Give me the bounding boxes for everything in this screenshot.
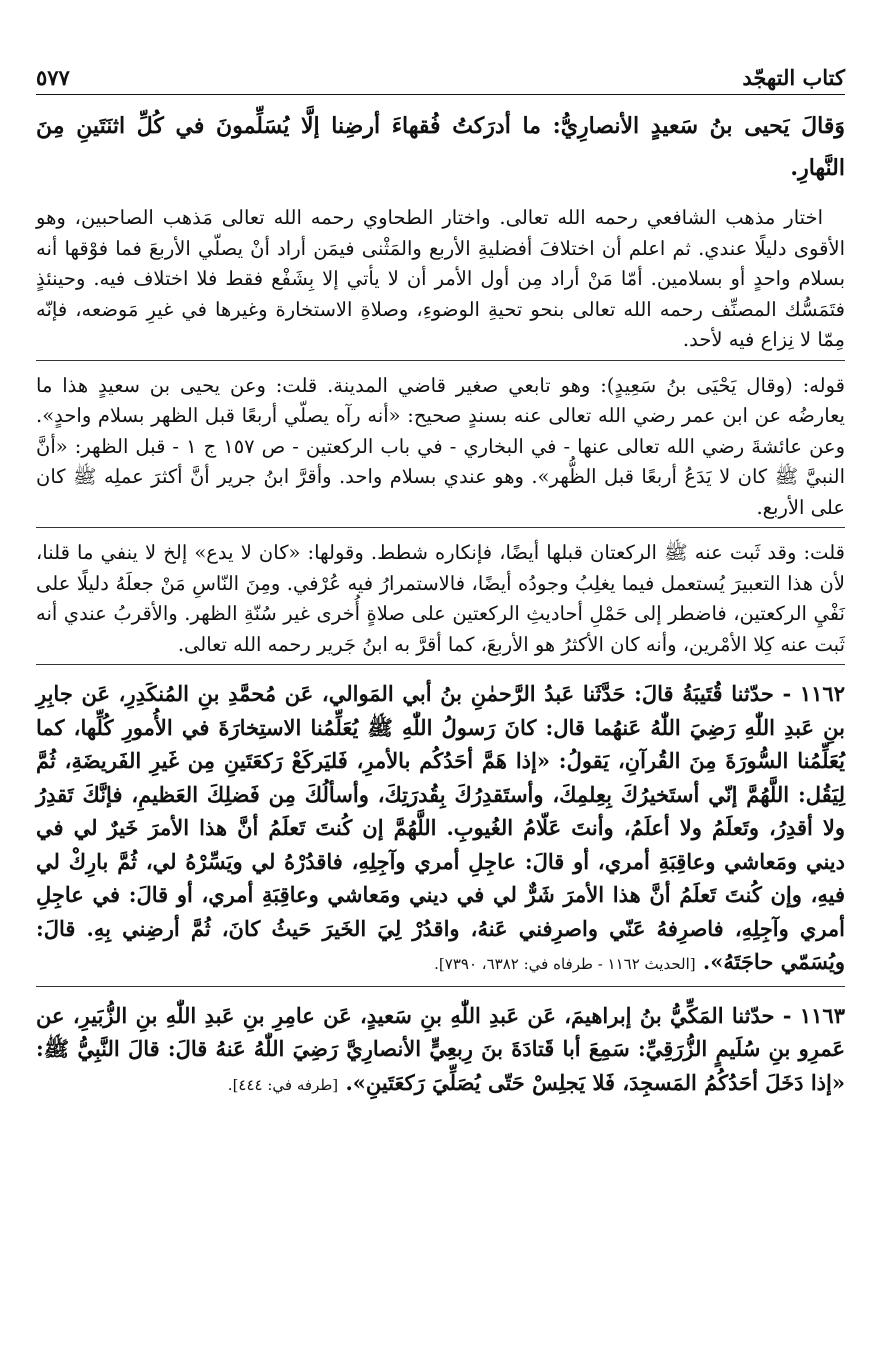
hadith-1163 [36, 999, 845, 1103]
hadith-text: ١١٦٢ - حدّثنا قُتَيبَةُ قالَ: حَدَّثَنا عَبدُ الرَّحمٰنِ بنُ أبي المَوالي، عَن مُحمَّدِ بنِ المُنكَدِرِ، عَن جابِرِ بنِ عَبدِ اللّٰهِ رَضِيَ اللّٰهُ عَنهُما قال: كانَ رَسولُ اللّٰهِ ﷺ يُعَلِّمُنا الاستِخارَةَ في الأُمورِ كُلِّها، كما يُعَلِّمُنا السُّورَةَ مِنَ القُرآنِ، يَقولُ: «إذا هَمَّ أحَدُكُم بالأمرِ، فَليَركَعْ رَكعَتَينِ مِن غَيرِ الفَريضَةِ، ثُمَّ لِيَقُل: اللَّهُمَّ إنّي أستَخيرُكَ بِعِلمِكَ، وأستَقدِرُكَ بِقُدرَتِكَ، وأسألُكَ مِن فَضلِكَ العَظيمِ، فإنَّكَ تَقدِرُ ولا أقدِرُ، وتَعلَمُ ولا أعلَمُ، وأنتَ عَلّامُ الغُيوبِ. اللَّهُمَّ إن كُنتَ تَعلَمُ أنَّ هذا الأمرَ خَيرٌ لي في ديني ومَعاشي وعاقِبَةِ أمري، أو قالَ: عاجِلِ أمري وآجِلِهِ، فاقدُرْهُ لي ويَسِّرْهُ لي، ثُمَّ بارِكْ لي فيهِ، وإن كُنتَ تَعلَمُ أنَّ هذا الأمرَ شَرٌّ لي في ديني ومَعاشي وعاقِبَةِ أمري، أو قالَ: في عاجِلِ أمري وآجِلِهِ، فاصرِفهُ عَنّي واصرِفني عَنهُ، واقدُرْ لِيَ الخَيرَ حَيثُ كانَ، ثُمَّ أرضِني بِهِ. قالَ: ويُسَمّي حاجَتَهُ». [36, 681, 845, 974]
hadith-reference: [الحديث ١١٦٢ - طرفاه في: ٦٣٨٢، ٧٣٩٠]. [434, 955, 696, 973]
hadith-1162 [36, 677, 845, 982]
running-title: كتاب التهجّد [742, 65, 845, 90]
chapter-quote: وَقالَ يَحيى بنُ سَعيدٍ الأنصارِيُّ: ما أدرَكتُ فُقهاءَ أرضِنا إلَّا يُسَلِّمونَ في كُلِّ اثنَتَينِ مِنَ النَّهارِ. [36, 113, 845, 181]
commentary-paragraph-1: اختار مذهب الشافعي رحمه الله تعالى. واختار الطحاوي رحمه الله تعالى مَذهب الصاحبين، وهو الأقوى دليلًا عندي. ثم اعلم أن اختلافَ أفضليةِ الأربع والمَثْنى فيمَن أراد أنْ يصلّي الأربعَ فما فوْقها أنه بسلام واحدٍ أو بسلامين. أمّا مَنْ أراد مِن أول الأمر أن لا يأتي إلا بِشَفْع فقط فلا اختلاف فيه. وحينئذٍ فتَمَسُّك المصنِّف رحمه الله تعالى بنحو تحيةِ الوضوءِ، وصلاةِ الاستخارة وغيرها في غيرِ مَوضعه، فإنّه مِمّا لا نِزاع فيه لأحد. [36, 206, 845, 351]
hadith-reference: [طرفه في: ٤٤٤]. [227, 1075, 339, 1094]
hadith-text: ١١٦٣ - حدّثنا المَكِّيُّ بنُ إبراهيمَ، عَن عَبدِ اللّٰهِ بنِ سَعيدٍ، عَن عامِرِ بنِ عَبدِ اللّٰهِ بنِ الزُّبَيرِ، عن عَمرِو بنِ سُلَيمٍ الزُّرَقِيِّ: سَمِعَ أبا قَتادَةَ بنَ رِبعِيٍّ الأنصارِيَّ رَضِيَ اللّٰهُ عَنهُ قالَ: قالَ النَّبِيُّ ﷺ: «إذا دَخَلَ أحَدُكُمُ المَسجِدَ، فَلا يَجلِسْ حَتّى يُصَلِّيَ رَكعَتَينِ». [36, 1002, 845, 1095]
page-header [36, 56, 845, 95]
commentary-paragraph-3: قلت: وقد ثَبت عنه ﷺ الركعتان قبلها أيضًا، فإنكاره شطط. وقولها: «كان لا يدع» إلخ لا ينفي ما قلنا، لأن هذا التعبيرَ يُستعمل فيما يغلِبُ وجودُه أيضًا، فالاستمرارُ فيه عُرْفي. ومِنَ النّاسِ مَنْ جعلَهُ دليلًا على نَفْيِ الركعتين، فاضطر إلى حَمْلِ أحاديثِ الركعتين على صلاةٍ أُخرى غير سُنّةِ الظهر. والأقربُ عندي أنه ثَبت عنه كِلا الأمْرين، وأنه كان الأكثرُ هو الأربعَ، كما أقرَّ به ابنُ جَرير رحمه الله تعالى. [36, 541, 845, 656]
divider [36, 527, 845, 528]
commentary-paragraph-2: قوله: (وقال يَحْيَى بنُ سَعِيدٍ): وهو تابعي صغير قاضي المدينة. قلت: وعن يحيى بن سعيدٍ هذا ما يعارضُه عن ابن عمر رضي الله تعالى عنه بسندٍ صحيح: «أنه رآه يصلّي أربعًا قبل الظهر بسلام واحدٍ». وعن عائشةَ رضي الله تعالى عنها - في البخاري - في باب الركعتين - ص ١٥٧ ج ١ - قبل الظهر: «أنَّ النبيَّ ﷺ كان لا يَدَعُ أربعًا قبل الظُّهر». وهو عندي بسلام واحد. وأقرَّ ابنُ جرير أنَّ أكثرَ عملِه ﷺ كان على الأربع. [36, 373, 845, 519]
divider [36, 664, 845, 665]
page-number: ٥٧٧ [36, 65, 70, 90]
divider [36, 360, 845, 361]
divider [36, 986, 845, 987]
